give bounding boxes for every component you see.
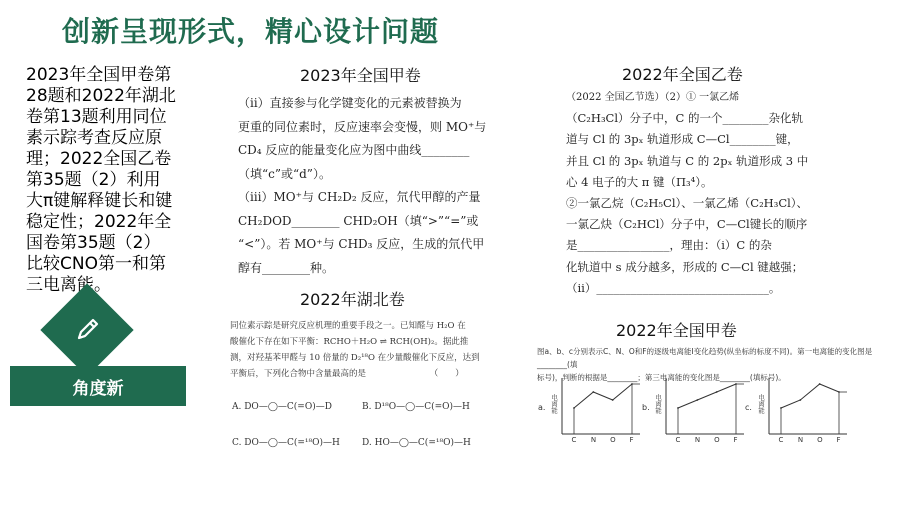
line: 平衡后，下列化合物中含量最高的是 （ ） — [230, 369, 464, 379]
line: 测，对羟基苯甲醛与 10 倍量的 D₂¹⁸O 在少量酸催化下反应，达到 — [230, 353, 480, 363]
line: （ⅲ）MO⁺与 CH₂D₂ 反应，氘代甲醇的产量 — [238, 190, 481, 204]
data-point — [735, 383, 737, 385]
x-tick-label: O — [714, 436, 720, 444]
line: 化轨道中 s 成分越多，形成的 C—Cl 键越强； — [566, 259, 804, 274]
x-tick-label: F — [629, 436, 634, 444]
data-point — [819, 383, 821, 385]
option-a: A. DO—◯—C(=O)—D — [232, 402, 332, 412]
line: 一氯乙炔（C₂HCl）分子中，C—Cl键长的顺序 — [566, 217, 808, 232]
line: CH₂DOD________ CHD₂OH（填“>”“=”或 — [238, 213, 479, 228]
data-point — [631, 383, 633, 385]
line: 心 4 电子的大 π 键（Π₃⁴）。 — [566, 174, 713, 189]
data-point — [838, 391, 840, 393]
x-tick-label: N — [797, 436, 804, 444]
line: 同位素示踪是研究反应机理的重要手段之一。已知醛与 H₂O 在 — [230, 321, 466, 331]
line: 标号)，判断的根据是________；第三电离能的变化图是________(填标号)。 — [537, 373, 786, 382]
question-yi2022 — [566, 87, 866, 299]
line: 道与 Cl 的 3pₓ 轨道形成 C—Cl________键， — [566, 132, 799, 147]
data-point — [612, 399, 614, 401]
x-tick-label: F — [836, 436, 841, 444]
chart-c — [743, 372, 853, 444]
line: （C₂H₃Cl）分子中，C 的一个________杂化轨 — [566, 111, 803, 126]
data-point — [592, 391, 594, 393]
option-d: D. HO—◯—C(=¹⁸O)—H — [362, 438, 471, 448]
x-tick-label: O — [817, 436, 823, 444]
data-point — [677, 407, 679, 409]
data-point — [716, 391, 718, 393]
series-line — [574, 384, 632, 408]
line: “<”）。若 MO⁺与 CHD₃ 反应，生成的氘代甲 — [238, 237, 485, 251]
pencil-icon — [67, 310, 107, 350]
data-point — [696, 399, 698, 401]
line: 是________________，理由：（ⅰ）C 的杂 — [566, 238, 772, 253]
data-point — [780, 407, 782, 409]
option-b: B. D¹⁸O—◯—C(=O)—H — [362, 402, 470, 412]
line: 更重的同位素时，反应速率会变慢，则 MO⁺与 — [238, 119, 487, 134]
description-text: 2023年全国甲卷第28题和2022年湖北卷第13题利用同位素示踪考查反应原理；2022全国乙卷第35题（2）利用大π键解释键长和键稳定性；2022年全国卷第35题（2）比较CNO第一和第三电离能。 — [26, 65, 176, 295]
chart-b — [640, 372, 750, 444]
x-tick-label: C — [675, 436, 681, 444]
heading-jia2023: 2023年全国甲卷 — [300, 66, 421, 85]
angle-label: 角度新 — [10, 366, 186, 406]
heading-jia2022: 2022年全国甲卷 — [616, 321, 737, 340]
line: （ⅱ）直接参与化学键变化的元素被替换为 — [238, 96, 462, 110]
chart-label: a. — [538, 403, 546, 412]
question-jia2023 — [238, 92, 500, 280]
slide-title: 创新呈现形式，精心设计问题 — [62, 15, 440, 48]
x-tick-label: N — [590, 436, 597, 444]
x-tick-label: O — [610, 436, 616, 444]
chart-label: b. — [642, 403, 650, 412]
line: 酸催化下存在如下平衡：RCHO＋H₂O ⇌ RCH(OH)₂。据此推 — [230, 337, 469, 347]
line: CD₄ 反应的能量变化应为图中曲线________ — [238, 143, 470, 157]
line: （2022 全国乙节选）（2）① 一氯乙烯 — [566, 92, 740, 103]
y-axis-label: 电离能 — [757, 394, 765, 414]
line: 醇有________种。 — [238, 260, 335, 275]
option-c: C. DO—◯—C(=¹⁸O)—H — [232, 438, 340, 448]
data-point — [799, 399, 801, 401]
line: 并且 Cl 的 3pₓ 轨道与 C 的 2pₓ 轨道形成 3 中 — [566, 153, 809, 168]
question-hubei2022 — [230, 318, 500, 382]
line: ②一氯乙烷（C₂H₅Cl）、一氯乙烯（C₂H₃Cl）、 — [566, 196, 809, 211]
chart-a — [536, 372, 646, 444]
series-line — [781, 384, 839, 408]
chart-label: c. — [745, 403, 752, 412]
y-axis-label: 电离能 — [654, 394, 662, 414]
data-point — [573, 407, 575, 409]
heading-hubei2022: 2022年湖北卷 — [300, 290, 405, 309]
x-tick-label: C — [571, 436, 577, 444]
line: （填“c”或“d”）。 — [238, 166, 331, 181]
x-tick-label: C — [778, 436, 784, 444]
line: 图a、b、c分别表示C、N、O和F的逐级电离能Ⅰ变化趋势(纵坐标的标度不同)。第一电离能的变化图是________(填 — [537, 347, 873, 369]
x-tick-label: F — [733, 436, 738, 444]
x-tick-label: N — [694, 436, 701, 444]
y-axis-label: 电离能 — [550, 394, 558, 414]
heading-yi2022: 2022年全国乙卷 — [622, 65, 743, 84]
line: （ⅱ）______________________________。 — [566, 280, 781, 295]
series-line — [678, 384, 736, 408]
